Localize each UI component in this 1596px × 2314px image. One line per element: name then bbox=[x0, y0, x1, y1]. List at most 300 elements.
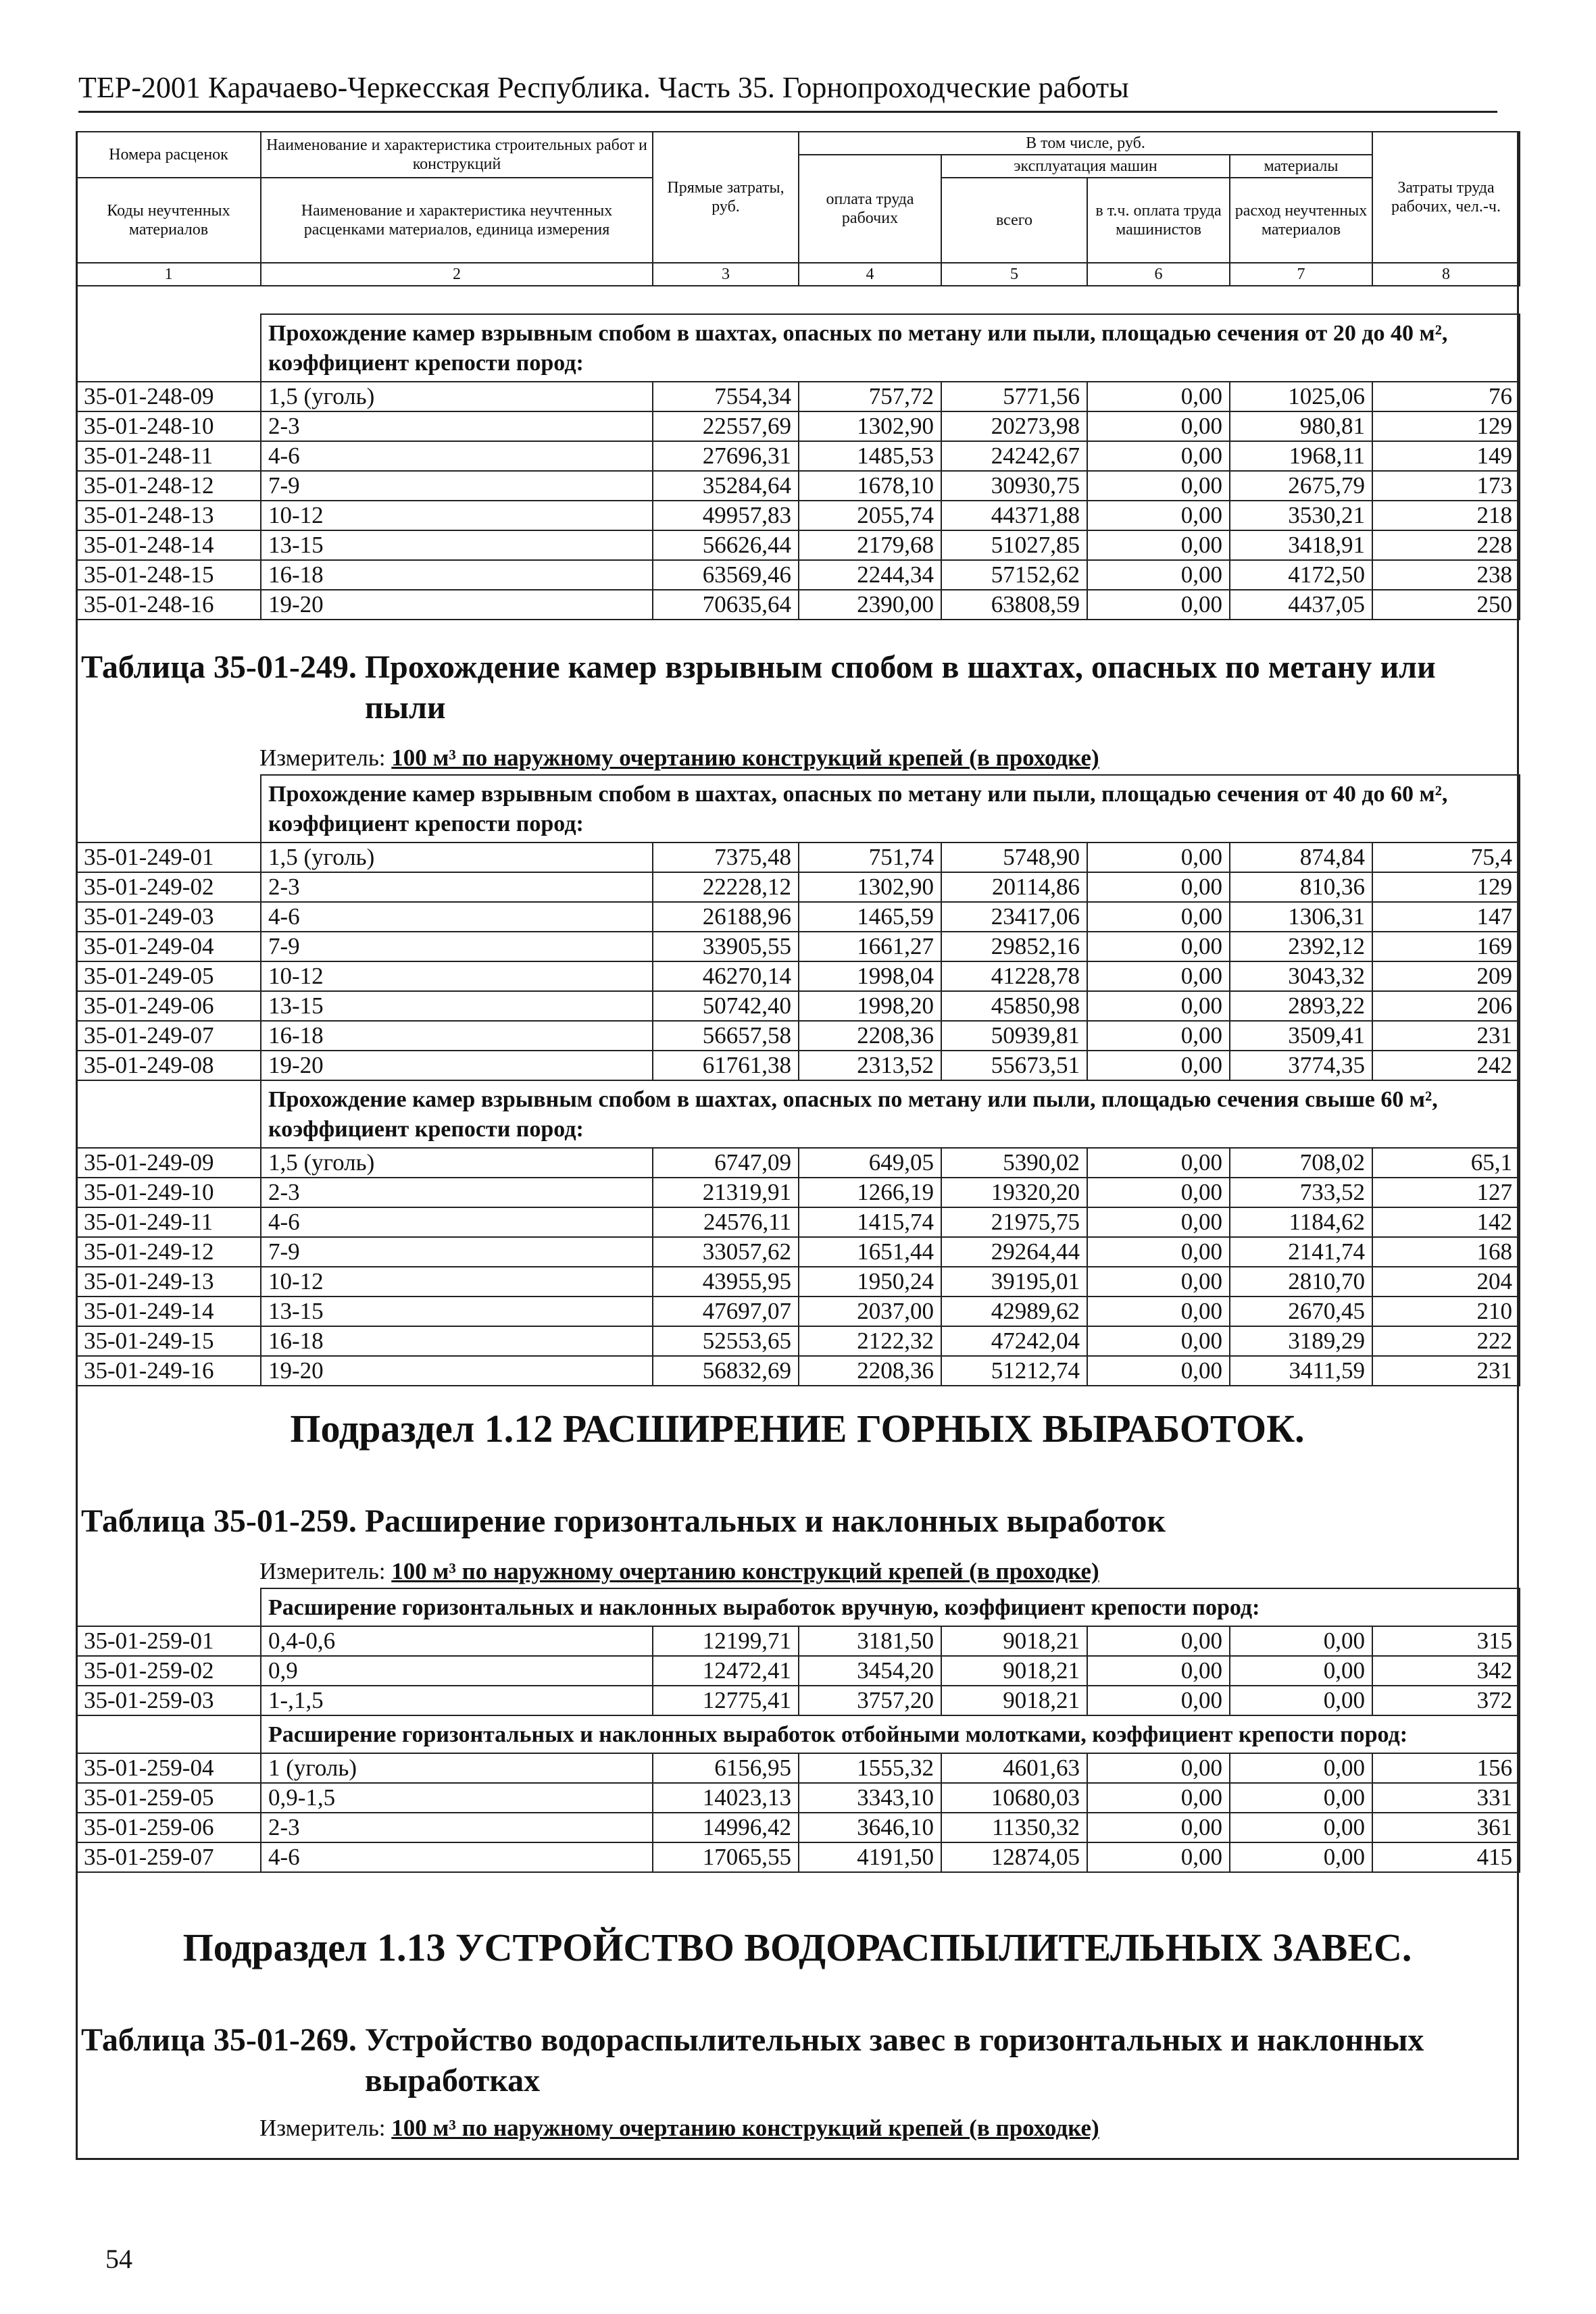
materials-cost: 0,00 bbox=[1230, 1783, 1372, 1813]
labor-hours: 142 bbox=[1372, 1207, 1520, 1237]
rate-code: 35-01-248-09 bbox=[76, 382, 261, 411]
rock-hardness: 16-18 bbox=[261, 1021, 653, 1051]
rock-hardness: 16-18 bbox=[261, 1326, 653, 1356]
table-row bbox=[76, 842, 1520, 872]
group-heading-row bbox=[76, 775, 1520, 842]
direct-costs: 33057,62 bbox=[653, 1237, 799, 1267]
group-heading: Расширение горизонтальных и наклонных выработок отбойными молотками, коэффициент крепости пород: bbox=[261, 1715, 1520, 1753]
machine-total: 24242,67 bbox=[941, 441, 1087, 471]
column-number: 7 bbox=[1230, 263, 1372, 286]
header-material-codes: Коды неучтенных материалов bbox=[76, 178, 261, 263]
header-work-name: Наименование и характеристика строительных работ и конструкций bbox=[261, 132, 653, 178]
materials-cost: 0,00 bbox=[1230, 1813, 1372, 1842]
group-heading-row bbox=[76, 1080, 1520, 1148]
table-row bbox=[76, 1356, 1520, 1386]
rate-code: 35-01-249-02 bbox=[76, 872, 261, 902]
direct-costs: 6747,09 bbox=[653, 1148, 799, 1178]
machine-total: 11350,32 bbox=[941, 1813, 1087, 1842]
rate-code: 35-01-259-03 bbox=[76, 1686, 261, 1715]
operator-pay: 0,00 bbox=[1087, 1297, 1230, 1326]
machine-total: 42989,62 bbox=[941, 1297, 1087, 1326]
operator-pay: 0,00 bbox=[1087, 932, 1230, 961]
worker-pay: 1415,74 bbox=[799, 1207, 941, 1237]
labor-hours: 361 bbox=[1372, 1813, 1520, 1842]
rock-hardness: 13-15 bbox=[261, 1297, 653, 1326]
table-title-249 bbox=[81, 647, 1480, 728]
labor-hours: 331 bbox=[1372, 1783, 1520, 1813]
labor-hours: 206 bbox=[1372, 991, 1520, 1021]
worker-pay: 751,74 bbox=[799, 842, 941, 872]
worker-pay: 2208,36 bbox=[799, 1021, 941, 1051]
worker-pay: 3181,50 bbox=[799, 1626, 941, 1656]
machine-total: 44371,88 bbox=[941, 501, 1087, 530]
direct-costs: 63569,46 bbox=[653, 560, 799, 590]
labor-hours: 147 bbox=[1372, 902, 1520, 932]
group-heading-spacer bbox=[76, 775, 261, 842]
table-row bbox=[76, 501, 1520, 530]
rate-code: 35-01-249-08 bbox=[76, 1051, 261, 1080]
machine-total: 51212,74 bbox=[941, 1356, 1087, 1386]
materials-cost: 2810,70 bbox=[1230, 1267, 1372, 1297]
rock-hardness: 2-3 bbox=[261, 411, 653, 441]
rock-hardness: 4-6 bbox=[261, 441, 653, 471]
table-row bbox=[76, 471, 1520, 501]
machine-total: 20114,86 bbox=[941, 872, 1087, 902]
operator-pay: 0,00 bbox=[1087, 1686, 1230, 1715]
direct-costs: 56657,58 bbox=[653, 1021, 799, 1051]
worker-pay: 1998,20 bbox=[799, 991, 941, 1021]
table-row bbox=[76, 991, 1520, 1021]
table-name: Расширение горизонтальных и наклонных выработок bbox=[364, 1503, 1166, 1539]
rate-code: 35-01-259-06 bbox=[76, 1813, 261, 1842]
table-row bbox=[76, 1148, 1520, 1178]
worker-pay: 4191,50 bbox=[799, 1842, 941, 1872]
table-row bbox=[76, 1813, 1520, 1842]
materials-cost: 1184,62 bbox=[1230, 1207, 1372, 1237]
rate-code: 35-01-249-11 bbox=[76, 1207, 261, 1237]
column-number: 6 bbox=[1087, 263, 1230, 286]
worker-pay: 3757,20 bbox=[799, 1686, 941, 1715]
machine-total: 39195,01 bbox=[941, 1267, 1087, 1297]
direct-costs: 35284,64 bbox=[653, 471, 799, 501]
rate-code: 35-01-259-05 bbox=[76, 1783, 261, 1813]
operator-pay: 0,00 bbox=[1087, 382, 1230, 411]
materials-cost: 3774,35 bbox=[1230, 1051, 1372, 1080]
worker-pay: 1678,10 bbox=[799, 471, 941, 501]
direct-costs: 70635,64 bbox=[653, 590, 799, 620]
direct-costs: 21319,91 bbox=[653, 1178, 799, 1207]
labor-hours: 218 bbox=[1372, 501, 1520, 530]
worker-pay: 2244,34 bbox=[799, 560, 941, 590]
worker-pay: 2179,68 bbox=[799, 530, 941, 560]
rate-code: 35-01-248-15 bbox=[76, 560, 261, 590]
direct-costs: 52553,65 bbox=[653, 1326, 799, 1356]
rate-code: 35-01-249-03 bbox=[76, 902, 261, 932]
table-row bbox=[76, 1326, 1520, 1356]
machine-total: 10680,03 bbox=[941, 1783, 1087, 1813]
worker-pay: 1302,90 bbox=[799, 872, 941, 902]
rate-table-259 bbox=[76, 1588, 1520, 1873]
rate-code: 35-01-248-16 bbox=[76, 590, 261, 620]
operator-pay: 0,00 bbox=[1087, 1237, 1230, 1267]
table-number: Таблица 35-01-269. bbox=[81, 2022, 357, 2058]
machine-total: 63808,59 bbox=[941, 590, 1087, 620]
rate-code: 35-01-249-09 bbox=[76, 1148, 261, 1178]
labor-hours: 228 bbox=[1372, 530, 1520, 560]
machine-total: 19320,20 bbox=[941, 1178, 1087, 1207]
header-worker-pay: оплата труда рабочих bbox=[799, 155, 941, 263]
materials-cost: 1968,11 bbox=[1230, 441, 1372, 471]
materials-cost: 2893,22 bbox=[1230, 991, 1372, 1021]
materials-cost: 1025,06 bbox=[1230, 382, 1372, 411]
group-heading-row bbox=[76, 314, 1520, 382]
materials-cost: 980,81 bbox=[1230, 411, 1372, 441]
direct-costs: 6156,95 bbox=[653, 1753, 799, 1783]
measure-label: Измеритель: bbox=[259, 1558, 386, 1584]
header-material-consumption: расход неучтенных материалов bbox=[1230, 178, 1372, 263]
machine-total: 45850,98 bbox=[941, 991, 1087, 1021]
rate-code: 35-01-248-10 bbox=[76, 411, 261, 441]
rate-code: 35-01-249-06 bbox=[76, 991, 261, 1021]
column-number: 1 bbox=[76, 263, 261, 286]
materials-cost: 2670,45 bbox=[1230, 1297, 1372, 1326]
measure-text: 100 м³ по наружному очертанию конструкций крепей (в проходке) bbox=[391, 745, 1099, 771]
operator-pay: 0,00 bbox=[1087, 530, 1230, 560]
rate-code: 35-01-248-12 bbox=[76, 471, 261, 501]
table-row bbox=[76, 1842, 1520, 1872]
rock-hardness: 2-3 bbox=[261, 1178, 653, 1207]
group-heading-row bbox=[76, 1715, 1520, 1753]
operator-pay: 0,00 bbox=[1087, 1753, 1230, 1783]
worker-pay: 3646,10 bbox=[799, 1813, 941, 1842]
direct-costs: 43955,95 bbox=[653, 1267, 799, 1297]
direct-costs: 61761,38 bbox=[653, 1051, 799, 1080]
table-row bbox=[76, 1783, 1520, 1813]
table-title-269 bbox=[81, 2020, 1480, 2101]
group-heading-spacer bbox=[76, 314, 261, 382]
header-including: В том числе, руб. bbox=[799, 132, 1372, 155]
worker-pay: 2055,74 bbox=[799, 501, 941, 530]
operator-pay: 0,00 bbox=[1087, 411, 1230, 441]
rock-hardness: 1,5 (уголь) bbox=[261, 382, 653, 411]
machine-total: 55673,51 bbox=[941, 1051, 1087, 1080]
operator-pay: 0,00 bbox=[1087, 471, 1230, 501]
table-row bbox=[76, 530, 1520, 560]
group-heading: Прохождение камер взрывным спобом в шахтах, опасных по метану или пыли, площадью сечения свыше 60 м², коэффициент крепости пород: bbox=[261, 1080, 1520, 1148]
table-row bbox=[76, 1656, 1520, 1686]
direct-costs: 14996,42 bbox=[653, 1813, 799, 1842]
rate-code: 35-01-249-15 bbox=[76, 1326, 261, 1356]
labor-hours: 169 bbox=[1372, 932, 1520, 961]
worker-pay: 3454,20 bbox=[799, 1656, 941, 1686]
operator-pay: 0,00 bbox=[1087, 902, 1230, 932]
table-row bbox=[76, 441, 1520, 471]
labor-hours: 75,4 bbox=[1372, 842, 1520, 872]
operator-pay: 0,00 bbox=[1087, 590, 1230, 620]
labor-hours: 156 bbox=[1372, 1753, 1520, 1783]
measure-line-269 bbox=[259, 2113, 1099, 2143]
group-heading: Прохождение камер взрывным спобом в шахтах, опасных по метану или пыли, площадью сечения от 40 до 60 м², коэффициент крепости пород: bbox=[261, 775, 1520, 842]
group-heading: Прохождение камер взрывным спобом в шахтах, опасных по метану или пыли, площадью сечения от 20 до 40 м², коэффициент крепости пород: bbox=[261, 314, 1520, 382]
labor-hours: 342 bbox=[1372, 1656, 1520, 1686]
measure-text: 100 м³ по наружному очертанию конструкций крепей (в проходке) bbox=[391, 1558, 1099, 1584]
materials-cost: 3189,29 bbox=[1230, 1326, 1372, 1356]
worker-pay: 2390,00 bbox=[799, 590, 941, 620]
materials-cost: 0,00 bbox=[1230, 1626, 1372, 1656]
rock-hardness: 7-9 bbox=[261, 471, 653, 501]
materials-cost: 2392,12 bbox=[1230, 932, 1372, 961]
rock-hardness: 4-6 bbox=[261, 1842, 653, 1872]
materials-cost: 733,52 bbox=[1230, 1178, 1372, 1207]
table-row bbox=[76, 411, 1520, 441]
labor-hours: 76 bbox=[1372, 382, 1520, 411]
machine-total: 9018,21 bbox=[941, 1656, 1087, 1686]
labor-hours: 242 bbox=[1372, 1051, 1520, 1080]
materials-cost: 1306,31 bbox=[1230, 902, 1372, 932]
group-heading: Расширение горизонтальных и наклонных выработок вручную, коэффициент крепости пород: bbox=[261, 1588, 1520, 1626]
rock-hardness: 4-6 bbox=[261, 1207, 653, 1237]
machine-total: 47242,04 bbox=[941, 1326, 1087, 1356]
materials-cost: 0,00 bbox=[1230, 1753, 1372, 1783]
direct-costs: 47697,07 bbox=[653, 1297, 799, 1326]
materials-cost: 3043,32 bbox=[1230, 961, 1372, 991]
operator-pay: 0,00 bbox=[1087, 842, 1230, 872]
rate-code: 35-01-249-12 bbox=[76, 1237, 261, 1267]
header-rate-numbers: Номера расценок bbox=[76, 132, 261, 178]
table-name: Прохождение камер взрывным спобом в шахтах, опасных по метану или пыли bbox=[364, 649, 1436, 726]
worker-pay: 1651,44 bbox=[799, 1237, 941, 1267]
direct-costs: 7554,34 bbox=[653, 382, 799, 411]
worker-pay: 2208,36 bbox=[799, 1356, 941, 1386]
table-row bbox=[76, 961, 1520, 991]
column-number: 4 bbox=[799, 263, 941, 286]
rock-hardness: 7-9 bbox=[261, 932, 653, 961]
worker-pay: 1465,59 bbox=[799, 902, 941, 932]
group-heading-row bbox=[76, 1588, 1520, 1626]
materials-cost: 4437,05 bbox=[1230, 590, 1372, 620]
direct-costs: 12199,71 bbox=[653, 1626, 799, 1656]
labor-hours: 210 bbox=[1372, 1297, 1520, 1326]
direct-costs: 50742,40 bbox=[653, 991, 799, 1021]
column-number: 3 bbox=[653, 263, 799, 286]
operator-pay: 0,00 bbox=[1087, 1207, 1230, 1237]
header-materials: материалы bbox=[1230, 155, 1372, 178]
direct-costs: 14023,13 bbox=[653, 1783, 799, 1813]
table-name: Устройство водораспылительных завес в горизонтальных и наклонных выработках bbox=[364, 2022, 1424, 2098]
rock-hardness: 13-15 bbox=[261, 991, 653, 1021]
machine-total: 29264,44 bbox=[941, 1237, 1087, 1267]
materials-cost: 2141,74 bbox=[1230, 1237, 1372, 1267]
materials-cost: 0,00 bbox=[1230, 1686, 1372, 1715]
table-row bbox=[76, 872, 1520, 902]
header-machine-total: всего bbox=[941, 178, 1087, 263]
rock-hardness: 19-20 bbox=[261, 590, 653, 620]
table-row bbox=[76, 902, 1520, 932]
direct-costs: 56832,69 bbox=[653, 1356, 799, 1386]
machine-total: 50939,81 bbox=[941, 1021, 1087, 1051]
rate-table-248 bbox=[76, 313, 1520, 620]
labor-hours: 372 bbox=[1372, 1686, 1520, 1715]
rock-hardness: 19-20 bbox=[261, 1051, 653, 1080]
rate-code: 35-01-248-13 bbox=[76, 501, 261, 530]
materials-cost: 4172,50 bbox=[1230, 560, 1372, 590]
operator-pay: 0,00 bbox=[1087, 1148, 1230, 1178]
operator-pay: 0,00 bbox=[1087, 501, 1230, 530]
materials-cost: 0,00 bbox=[1230, 1656, 1372, 1686]
group-heading-spacer bbox=[76, 1715, 261, 1753]
operator-pay: 0,00 bbox=[1087, 1783, 1230, 1813]
operator-pay: 0,00 bbox=[1087, 991, 1230, 1021]
rate-code: 35-01-249-01 bbox=[76, 842, 261, 872]
column-number: 8 bbox=[1372, 263, 1520, 286]
table-row bbox=[76, 1686, 1520, 1715]
direct-costs: 12472,41 bbox=[653, 1656, 799, 1686]
machine-total: 29852,16 bbox=[941, 932, 1087, 961]
table-row bbox=[76, 1178, 1520, 1207]
rate-code: 35-01-249-04 bbox=[76, 932, 261, 961]
rock-hardness: 7-9 bbox=[261, 1237, 653, 1267]
rate-code: 35-01-248-14 bbox=[76, 530, 261, 560]
table-row bbox=[76, 1051, 1520, 1080]
machine-total: 21975,75 bbox=[941, 1207, 1087, 1237]
table-header bbox=[76, 131, 1520, 286]
machine-total: 9018,21 bbox=[941, 1686, 1087, 1715]
header-material-name: Наименование и характеристика неучтенных расценками материалов, единица измерения bbox=[261, 178, 653, 263]
rock-hardness: 10-12 bbox=[261, 501, 653, 530]
operator-pay: 0,00 bbox=[1087, 1813, 1230, 1842]
worker-pay: 1950,24 bbox=[799, 1267, 941, 1297]
rock-hardness: 1 (уголь) bbox=[261, 1753, 653, 1783]
direct-costs: 24576,11 bbox=[653, 1207, 799, 1237]
machine-total: 57152,62 bbox=[941, 560, 1087, 590]
rate-table-249 bbox=[76, 774, 1520, 1386]
rate-code: 35-01-259-07 bbox=[76, 1842, 261, 1872]
labor-hours: 168 bbox=[1372, 1237, 1520, 1267]
rock-hardness: 0,9 bbox=[261, 1656, 653, 1686]
direct-costs: 22228,12 bbox=[653, 872, 799, 902]
rate-code: 35-01-249-13 bbox=[76, 1267, 261, 1297]
column-number: 5 bbox=[941, 263, 1087, 286]
group-heading-spacer bbox=[76, 1588, 261, 1626]
table-row bbox=[76, 1626, 1520, 1656]
worker-pay: 1661,27 bbox=[799, 932, 941, 961]
column-number: 2 bbox=[261, 263, 653, 286]
operator-pay: 0,00 bbox=[1087, 1326, 1230, 1356]
machine-total: 4601,63 bbox=[941, 1753, 1087, 1783]
labor-hours: 149 bbox=[1372, 441, 1520, 471]
table-number: Таблица 35-01-259. bbox=[81, 1503, 357, 1539]
labor-hours: 315 bbox=[1372, 1626, 1520, 1656]
direct-costs: 26188,96 bbox=[653, 902, 799, 932]
worker-pay: 1266,19 bbox=[799, 1178, 941, 1207]
labor-hours: 129 bbox=[1372, 872, 1520, 902]
materials-cost: 874,84 bbox=[1230, 842, 1372, 872]
direct-costs: 33905,55 bbox=[653, 932, 799, 961]
labor-hours: 231 bbox=[1372, 1356, 1520, 1386]
table-row bbox=[76, 560, 1520, 590]
rate-code: 35-01-249-07 bbox=[76, 1021, 261, 1051]
labor-hours: 127 bbox=[1372, 1178, 1520, 1207]
header-direct-costs: Прямые затраты, руб. bbox=[653, 132, 799, 263]
rate-code: 35-01-249-05 bbox=[76, 961, 261, 991]
rock-hardness: 19-20 bbox=[261, 1356, 653, 1386]
worker-pay: 2122,32 bbox=[799, 1326, 941, 1356]
header-operator-pay: в т.ч. оплата труда машинистов bbox=[1087, 178, 1230, 263]
direct-costs: 46270,14 bbox=[653, 961, 799, 991]
operator-pay: 0,00 bbox=[1087, 1656, 1230, 1686]
worker-pay: 757,72 bbox=[799, 382, 941, 411]
rock-hardness: 0,4-0,6 bbox=[261, 1626, 653, 1656]
table-row bbox=[76, 932, 1520, 961]
worker-pay: 1302,90 bbox=[799, 411, 941, 441]
measure-line-249 bbox=[259, 743, 1099, 773]
labor-hours: 204 bbox=[1372, 1267, 1520, 1297]
table-row bbox=[76, 590, 1520, 620]
running-header: ТЕР-2001 Карачаево-Черкесская Республика. Часть 35. Горнопроходческие работы bbox=[78, 70, 1497, 113]
machine-total: 20273,98 bbox=[941, 411, 1087, 441]
machine-total: 12874,05 bbox=[941, 1842, 1087, 1872]
machine-total: 5390,02 bbox=[941, 1148, 1087, 1178]
rate-code: 35-01-249-10 bbox=[76, 1178, 261, 1207]
rock-hardness: 2-3 bbox=[261, 1813, 653, 1842]
materials-cost: 2675,79 bbox=[1230, 471, 1372, 501]
materials-cost: 3530,21 bbox=[1230, 501, 1372, 530]
header-machine-operation: эксплуатация машин bbox=[941, 155, 1230, 178]
rate-code: 35-01-259-04 bbox=[76, 1753, 261, 1783]
worker-pay: 2037,00 bbox=[799, 1297, 941, 1326]
measure-text: 100 м³ по наружному очертанию конструкций крепей (в проходке) bbox=[391, 2115, 1099, 2141]
table-title-259 bbox=[81, 1501, 1480, 1542]
operator-pay: 0,00 bbox=[1087, 1267, 1230, 1297]
rock-hardness: 1,5 (уголь) bbox=[261, 842, 653, 872]
measure-label: Измеритель: bbox=[259, 2115, 386, 2141]
operator-pay: 0,00 bbox=[1087, 1051, 1230, 1080]
operator-pay: 0,00 bbox=[1087, 872, 1230, 902]
rock-hardness: 16-18 bbox=[261, 560, 653, 590]
direct-costs: 56626,44 bbox=[653, 530, 799, 560]
table-row bbox=[76, 1021, 1520, 1051]
direct-costs: 22557,69 bbox=[653, 411, 799, 441]
labor-hours: 415 bbox=[1372, 1842, 1520, 1872]
measure-label: Измеритель: bbox=[259, 745, 386, 771]
group-heading-spacer bbox=[76, 1080, 261, 1148]
machine-total: 30930,75 bbox=[941, 471, 1087, 501]
materials-cost: 3411,59 bbox=[1230, 1356, 1372, 1386]
header-labor-hours: Затраты труда рабочих, чел.-ч. bbox=[1372, 132, 1520, 263]
rate-code: 35-01-248-11 bbox=[76, 441, 261, 471]
operator-pay: 0,00 bbox=[1087, 1842, 1230, 1872]
worker-pay: 649,05 bbox=[799, 1148, 941, 1178]
machine-total: 5771,56 bbox=[941, 382, 1087, 411]
operator-pay: 0,00 bbox=[1087, 1626, 1230, 1656]
rock-hardness: 0,9-1,5 bbox=[261, 1783, 653, 1813]
rock-hardness: 1,5 (уголь) bbox=[261, 1148, 653, 1178]
direct-costs: 17065,55 bbox=[653, 1842, 799, 1872]
table-row bbox=[76, 1267, 1520, 1297]
labor-hours: 209 bbox=[1372, 961, 1520, 991]
materials-cost: 0,00 bbox=[1230, 1842, 1372, 1872]
rock-hardness: 4-6 bbox=[261, 902, 653, 932]
labor-hours: 65,1 bbox=[1372, 1148, 1520, 1178]
machine-total: 9018,21 bbox=[941, 1626, 1087, 1656]
table-number: Таблица 35-01-249. bbox=[81, 649, 357, 685]
operator-pay: 0,00 bbox=[1087, 961, 1230, 991]
subsection-title-1-12: Подраздел 1.12 РАСШИРЕНИЕ ГОРНЫХ ВЫРАБОТОК. bbox=[290, 1407, 1305, 1451]
machine-total: 5748,90 bbox=[941, 842, 1087, 872]
rate-code: 35-01-249-14 bbox=[76, 1297, 261, 1326]
direct-costs: 49957,83 bbox=[653, 501, 799, 530]
labor-hours: 173 bbox=[1372, 471, 1520, 501]
